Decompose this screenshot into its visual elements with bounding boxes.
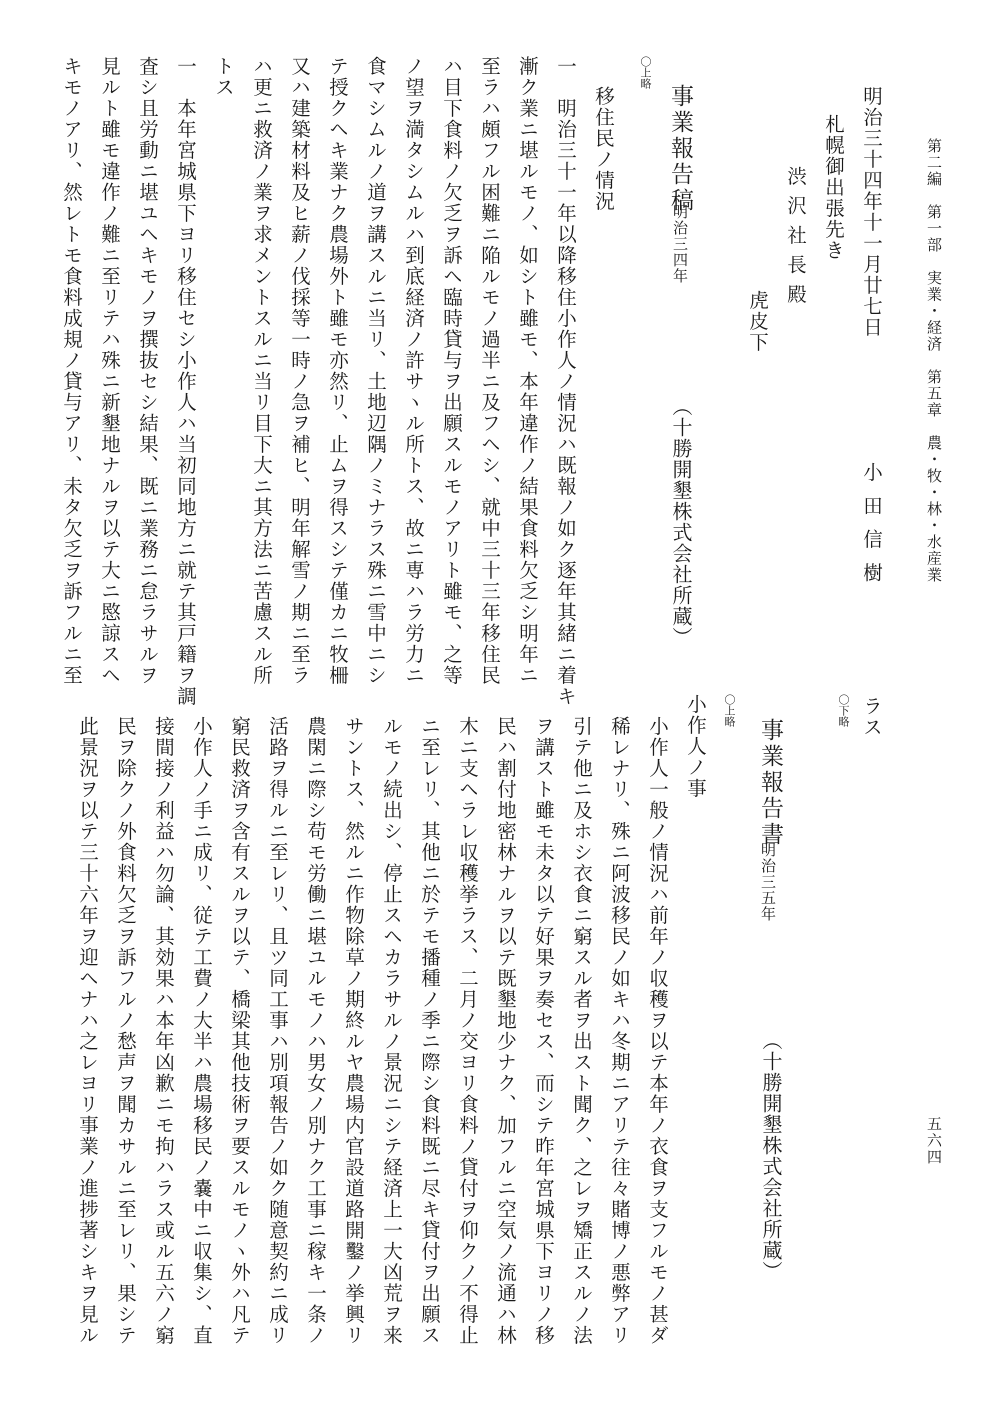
doc2-line: 小作人ノ手ニ成リ、従テ工費ノ大半ハ農場移民ノ嚢中ニ収集シ、直 xyxy=(190,716,213,1346)
doc1-line: 漸ク業ニ堪ルモノ、如シト雖モ、本年違作ノ結果食料欠乏シ明年ニ xyxy=(516,56,539,686)
doc2-line: 此景況ヲ以テ三十六年ヲ迎ヘナハ之レヨリ事業ノ進捗著シキヲ見ル xyxy=(76,716,99,1346)
doc2-line: ニ至レリ、其他ニ於テモ播種ノ季ニ際シ食料既ニ尽キ貸付ヲ出願ス xyxy=(418,716,441,1346)
doc2-line: 小作人一般ノ情況ハ前年ノ収穫ヲ以テ本年ノ衣食ヲ支フルモノ甚ダ xyxy=(646,716,669,1346)
doc2-line: 窮民救済ヲ含有スルヲ以テ、橋梁其他技術ヲ要スルモノヽ外ハ凡テ xyxy=(228,716,251,1346)
doc2-line: 民ヲ除クノ外食料欠乏ヲ訴フルノ愁声ヲ聞カサルニ至レリ、果シテ xyxy=(114,716,137,1346)
doc1-section-heading: 移住民ノ情況 xyxy=(592,86,615,212)
doc1-line: ハ目下食料ノ欠乏ヲ訴ヘ臨時貸与ヲ出願スルモノアリト雖モ、之等 xyxy=(440,56,463,686)
doc2-line: 木ニ支ヘラレ収穫挙ラス、二月ノ交ヨリ食料ノ貸付ヲ仰クノ不得止 xyxy=(456,716,479,1346)
doc1-line: 至ラハ頗フル困難ニ陥ルモノ過半ニ及フヘシ、就中三十三年移住民 xyxy=(478,56,501,686)
doc2-source: （十勝開墾株式会社所蔵） xyxy=(759,1030,783,1282)
doc2-line: 稀レナリ、殊ニ阿波移民ノ如キハ冬期ニアリテ往々賭博ノ悪弊アリ xyxy=(608,716,631,1346)
letter-sender: 小田信樹 xyxy=(860,462,883,596)
doc1-line: キモノアリ、然レトモ食料成規ノ貸与アリ、未タ欠乏ヲ訴フルニ至 xyxy=(60,56,83,686)
doc2-line: 農閑ニ際シ苟モ労働ニ堪ユルモノハ男女ノ別ナク工事ニ稼キ一条ノ xyxy=(304,716,327,1346)
doc2-title: 事業報告書 xyxy=(757,718,783,848)
doc2-omit-below-mark: 〇下略 xyxy=(837,694,850,727)
running-header: 第二編 第一部 実業・経済 第五章 農・牧・林・水産業 xyxy=(925,138,943,584)
doc2-line: 活路ヲ得ルニ至レリ、且ツ同工事ハ別項報告ノ如ク随意契約ニ成リ xyxy=(266,716,289,1346)
doc1-line: 一 本年宮城県下ヨリ移住セシ小作人ハ当初同地方ニ就テ其戸籍ヲ調 xyxy=(174,56,197,707)
doc2-line: 接間接ノ利益ハ勿論、其効果ハ本年凶歉ニモ拘ハラス或ル五六ノ窮 xyxy=(152,716,175,1346)
doc2-line: ルモノ続出シ、停止スヘカラサルノ景況ニシテ経済上一大凶荒ヲ来 xyxy=(380,716,403,1346)
doc1-line: 食マシムルノ道ヲ講スルニ当リ、土地辺隅ノミナラス殊ニ雪中ニシ xyxy=(364,56,387,686)
doc2-line: 民ハ割付地密林ナルヲ以テ既墾地少ナク、加フルニ空気ノ流通ハ林 xyxy=(494,716,517,1346)
doc1-line: テ授クヘキ業ナク農場外ト雖モ亦然リ、止ムヲ得スシテ僅カニ牧柵 xyxy=(326,56,349,686)
doc2-omit-mark: 〇上略 xyxy=(723,694,736,727)
letter-honorific: 虎皮下 xyxy=(746,290,769,353)
doc1-title: 事業報告稿 xyxy=(667,84,693,214)
doc2-section-heading: 小作人ノ事 xyxy=(684,694,707,799)
doc1-line: トス xyxy=(212,56,235,98)
doc1-line: ハ更ニ救済ノ業ヲ求メントスルニ当リ目下大ニ其方法ニ苦慮スル所 xyxy=(250,56,273,686)
doc1-line: 又ハ建築材料及ヒ薪ノ伐採等一時ノ急ヲ補ヒ、明年解雪ノ期ニ至ラ xyxy=(288,56,311,686)
letter-recipient: 渋沢社長殿 xyxy=(784,166,807,314)
letter-destination: 札幌御出張先き xyxy=(822,114,845,261)
doc1-line: ノ望ヲ満タシムルハ到底経済ノ許サヽル所トス、故ニ専ハラ労力ニ xyxy=(402,56,425,686)
doc1-line: 見ルト雖モ違作ノ難ニ至リテハ殊ニ新墾地ナルヲ以テ大ニ愍諒スヘ xyxy=(98,56,121,686)
doc2-year: 明治三五年 xyxy=(759,842,777,922)
doc1-line: 査シ且労動ニ堪ユヘキモノヲ撰抜セシ結果、既ニ業務ニ怠ラサルヲ xyxy=(136,56,159,686)
doc2-line: 引テ他ニ及ホシ衣食ニ窮スル者ヲ出スト聞ク、之レヲ矯正スルノ法 xyxy=(570,716,593,1346)
page-number: 五六四 xyxy=(925,1116,943,1166)
doc1-line: 一 明治三十一年以降移住小作人ノ情況ハ既報ノ如ク逐年其緒ニ着キ xyxy=(554,56,577,707)
doc2-line: ヲ講スト雖モ未タ以テ好果ヲ奏セス、而シテ昨年宮城県下ヨリノ移 xyxy=(532,716,555,1346)
doc2-line: サントス、然ルニ作物除草ノ期終ルヤ農場内官設道路開鑿ノ挙興リ xyxy=(342,716,365,1346)
doc1-source: （十勝開墾株式会社所蔵） xyxy=(669,396,693,648)
doc1-omit-mark: 〇上略 xyxy=(639,56,652,89)
doc2-continuation: ラス xyxy=(860,696,883,738)
doc1-year: 明治三四年 xyxy=(671,204,689,284)
letter-date: 明治三十四年十一月廿七日 xyxy=(860,86,883,338)
